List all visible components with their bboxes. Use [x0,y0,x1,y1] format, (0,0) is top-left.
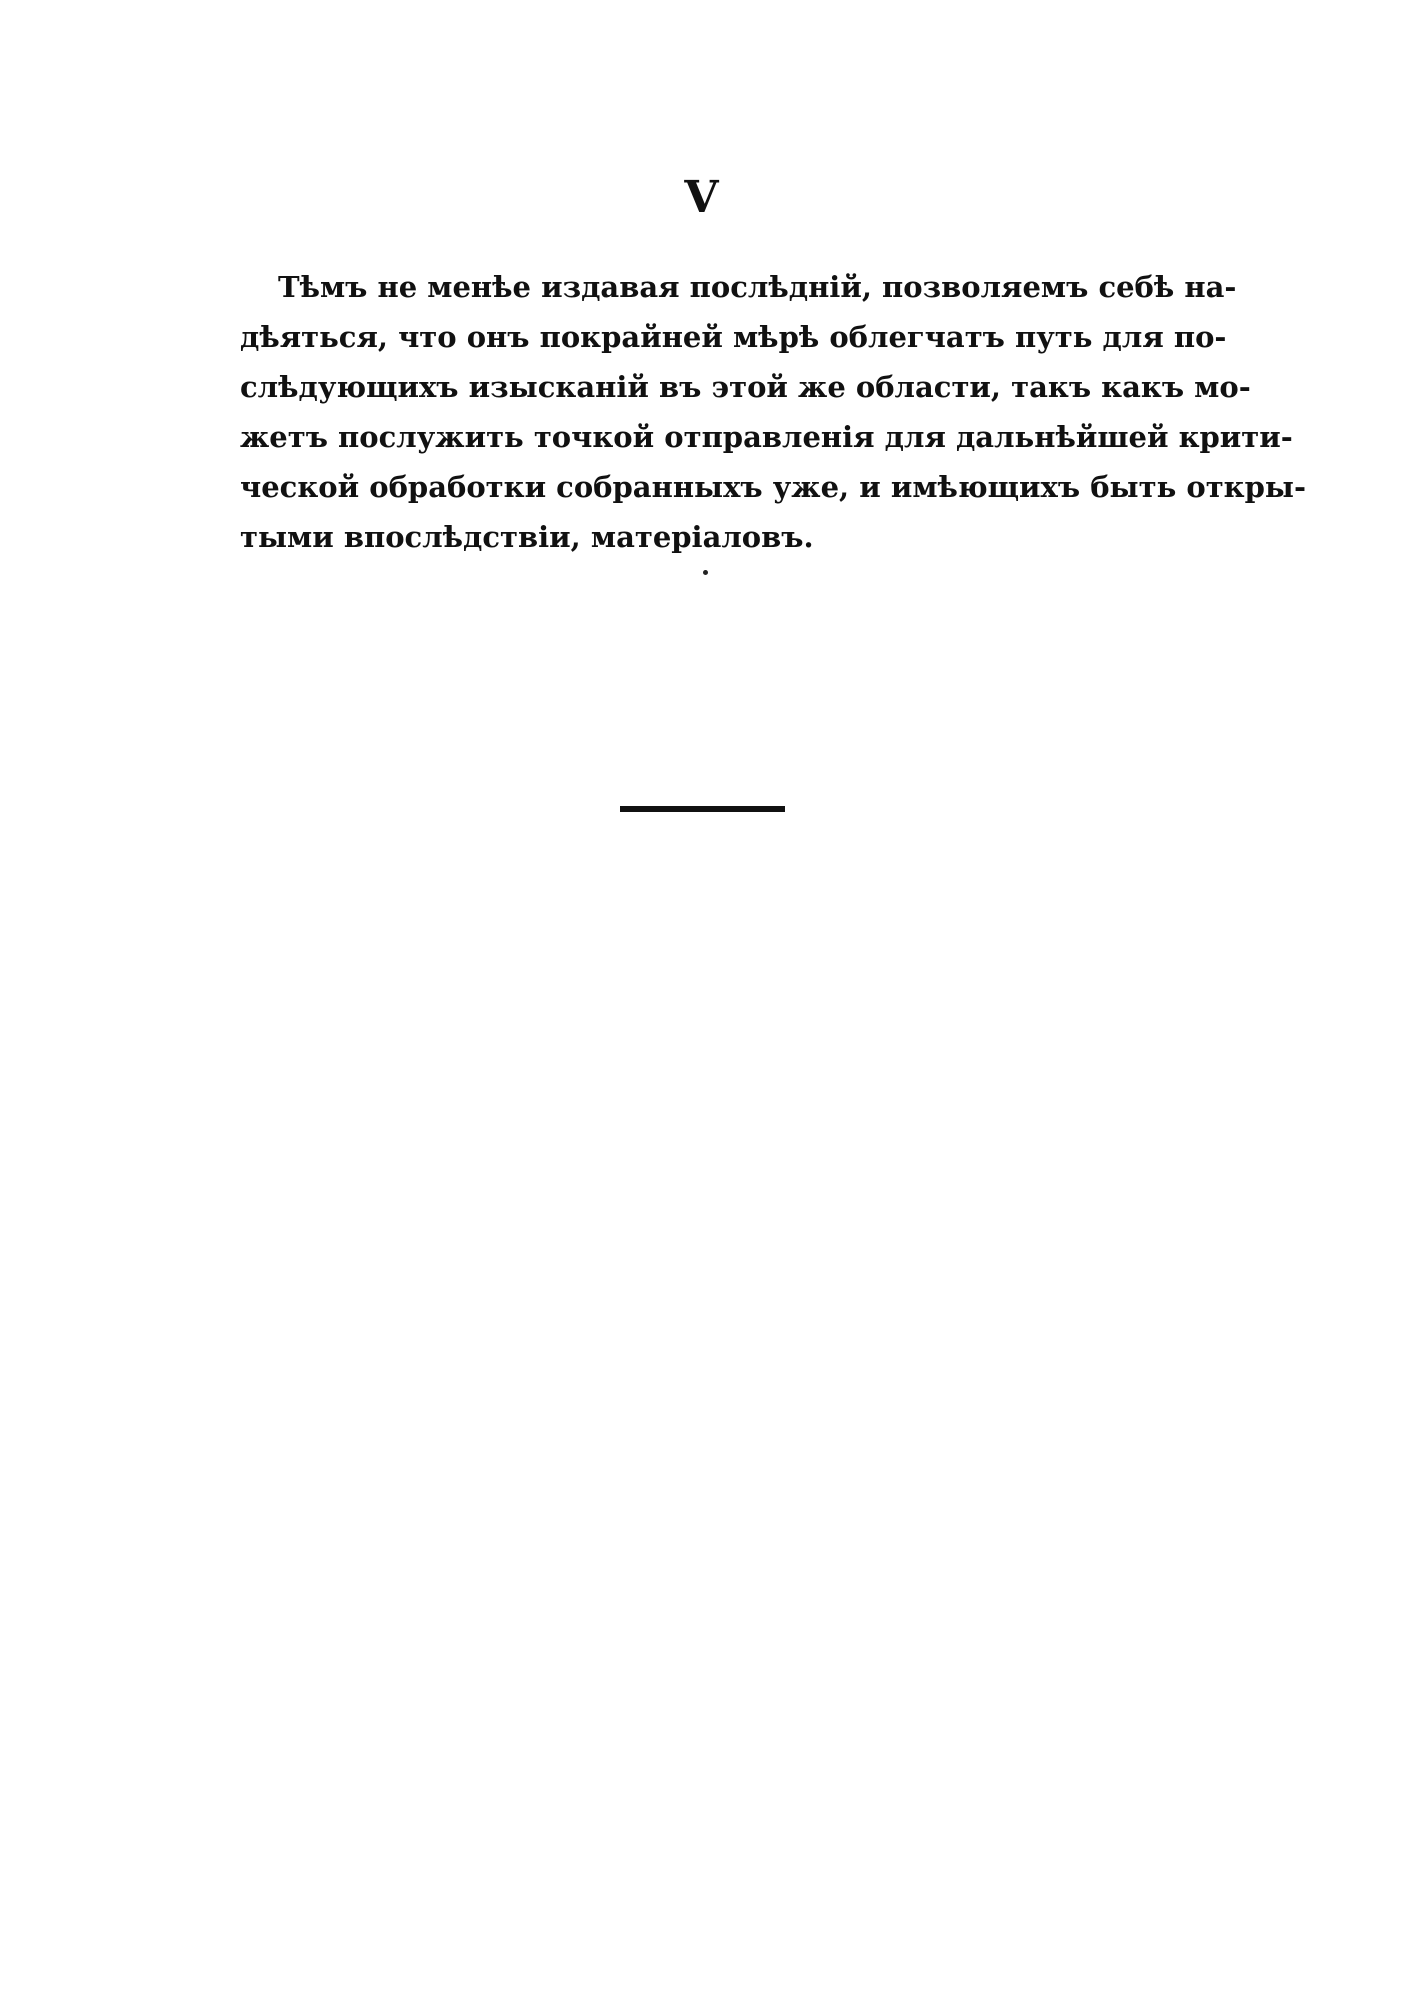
body-paragraph [240,262,1306,562]
text-line: слѣдующихъ изысканій въ этой же области, такъ какъ мо- [240,370,1251,404]
text-line: дѣяться, что онъ покрайней мѣрѣ облегчатъ путь для по- [240,320,1227,354]
ink-dot [703,570,708,575]
text-line: ческой обработки собранныхъ уже, и имѣющихъ быть откры- [240,470,1306,504]
text-line: Тѣмъ не менѣе издавая послѣдній, позволяемъ себѣ на- [278,270,1237,304]
text-line: жетъ послужить точкой отправленія для дальнѣйшей крити- [240,420,1293,454]
page-number: V [684,172,720,223]
section-end-rule [620,806,785,812]
text-line: тыми впослѣдствіи, матеріаловъ. [240,520,814,554]
